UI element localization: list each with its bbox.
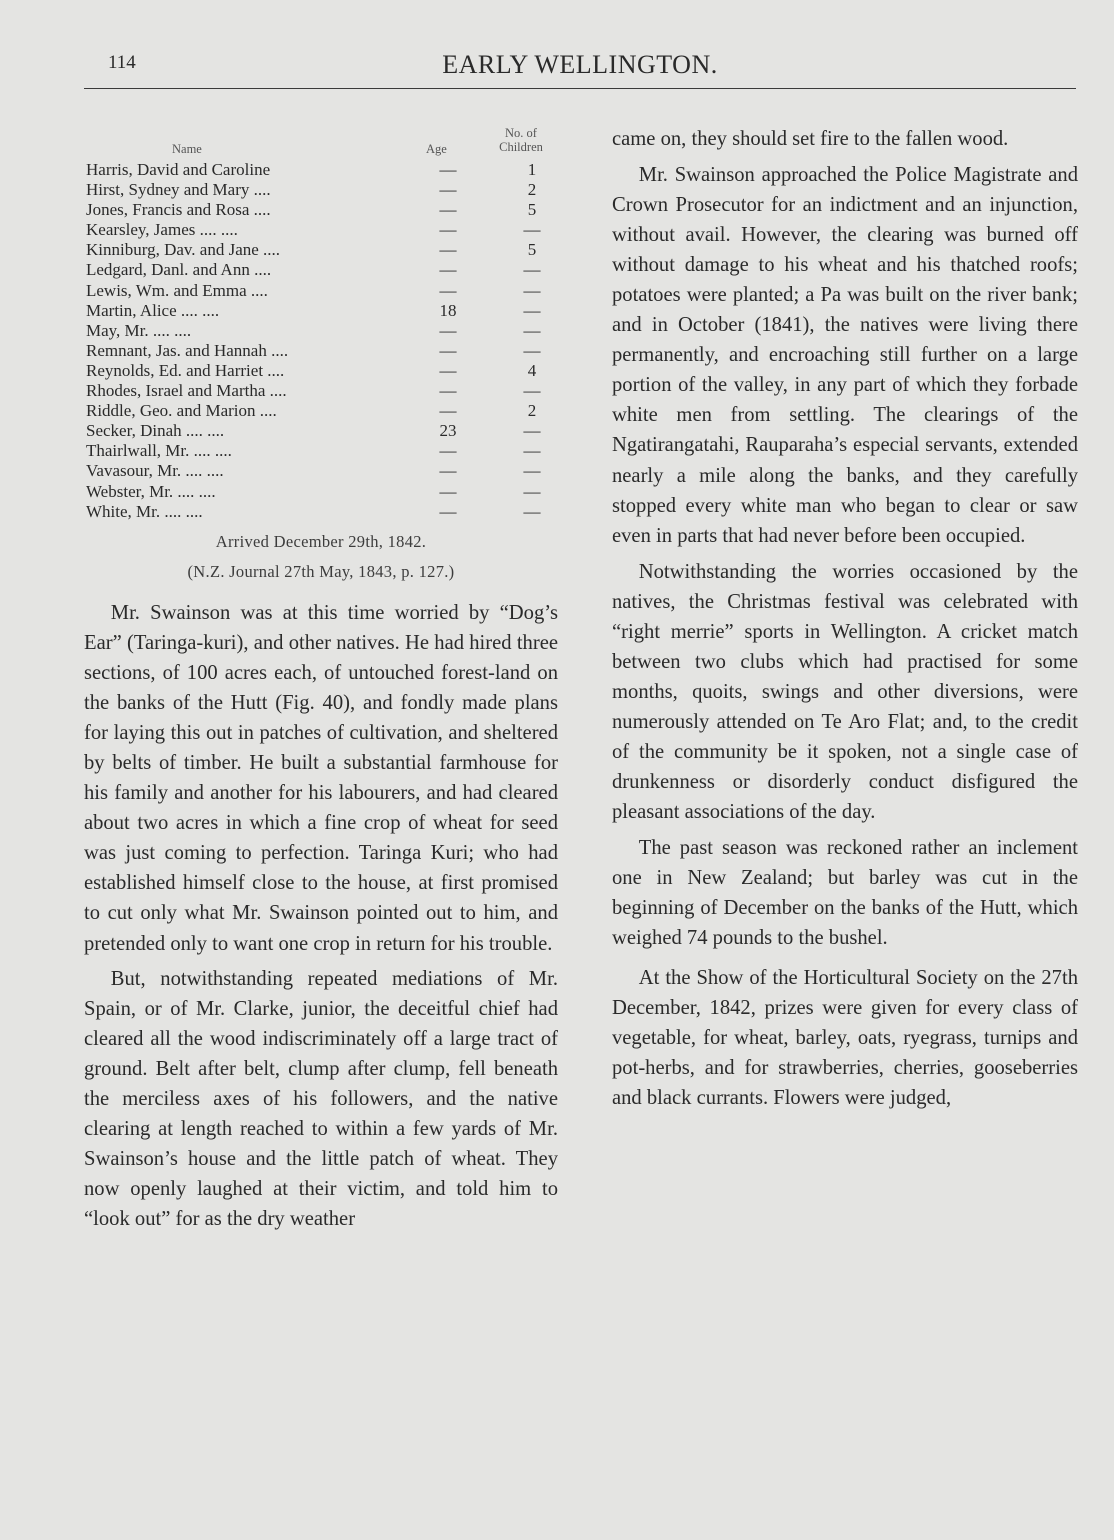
passenger-children: —	[523, 280, 541, 300]
passenger-name: Jones, Francis and Rosa ....	[86, 200, 271, 220]
arrival-caption: Arrived December 29th, 1842.	[215, 532, 427, 551]
table-row	[84, 461, 558, 481]
table-row	[84, 281, 558, 301]
right-column	[612, 124, 1078, 1114]
passenger-age: —	[439, 381, 457, 401]
passenger-children: 4	[527, 360, 537, 380]
table-row	[84, 220, 558, 240]
running-title: EARLY WELLINGTON.	[442, 50, 718, 79]
page-header	[84, 48, 1076, 89]
passenger-name: Martin, Alice .... ....	[86, 300, 220, 320]
passenger-name: Hirst, Sydney and Mary ....	[86, 180, 271, 200]
passenger-children: —	[523, 501, 541, 521]
table-row	[84, 502, 558, 522]
passenger-list	[84, 120, 558, 522]
left-column	[84, 598, 558, 1234]
passenger-name: May, Mr. .... ....	[86, 320, 192, 340]
passenger-name: Webster, Mr. .... ....	[86, 481, 216, 501]
passenger-name: Kinniburg, Dav. and Jane ....	[86, 240, 281, 260]
passenger-children: 5	[527, 200, 537, 220]
passenger-name: Kearsley, James .... ....	[86, 220, 238, 240]
passenger-children: —	[523, 381, 541, 401]
passenger-age: —	[439, 501, 457, 521]
passenger-age: —	[439, 320, 457, 340]
header-age: Age	[426, 142, 447, 156]
paragraph: Mr. Swainson was at this time worried by “Dog’s Ear” (Taringa-kuri), and other natives. He had hired three sections, of 100 acres each, of untouched forest-land on the banks of the Hutt (Fig. 40), and fondly made plans for laying this out in patches of cultivation, and sheltered by belts of timber. He built a substantial farmhouse for his family and another for his labourers, and had cleared about two acres in which a fine crop of wheat for seed was just coming to perfection. Taringa Kuri; who had established himself close to the house, at first promised to cut only what Mr. Swainson pointed out to him, and pretended only to want one crop in return for his trouble.	[84, 602, 558, 955]
passenger-children: —	[523, 220, 541, 240]
passenger-name: Ledgard, Danl. and Ann ....	[86, 260, 272, 280]
passenger-name: Remnant, Jas. and Hannah ....	[86, 340, 289, 360]
passenger-children: —	[523, 461, 541, 481]
passenger-age: —	[439, 220, 457, 240]
passenger-children: 5	[527, 240, 537, 260]
passenger-age: —	[439, 160, 457, 179]
table-row	[84, 321, 558, 341]
table-row	[84, 421, 558, 441]
table-row	[84, 180, 558, 200]
table-row	[84, 301, 558, 321]
passenger-children: 1	[527, 160, 537, 179]
passenger-age: —	[439, 240, 457, 260]
passenger-name: Harris, David and Caroline	[86, 160, 271, 179]
passenger-age: —	[439, 401, 457, 421]
passenger-children: —	[523, 260, 541, 280]
header-name: Name	[172, 142, 202, 156]
table-row	[84, 200, 558, 220]
page-number: 114	[108, 52, 136, 73]
table-row	[84, 482, 558, 502]
passenger-children: —	[523, 340, 541, 360]
paragraph: came on, they should set fire to the fallen wood.	[612, 128, 1009, 150]
passenger-name: Lewis, Wm. and Emma ....	[86, 280, 268, 300]
table-row	[84, 240, 558, 260]
passenger-name: White, Mr. .... ....	[86, 501, 203, 521]
passenger-age: —	[439, 280, 457, 300]
passenger-children: 2	[527, 180, 537, 200]
paragraph: Notwithstanding the worries occasioned by the natives, the Christmas festival was celebrated with “right merrie” sports in Wellington. A cricket match between two clubs which had practised for some months, quoits, swings and other diversions, were numerously attended on Te Aro Flat; and, to the credit of the community be it spoken, not a single case of drunkenness or disorderly conduct disfigured the pleasant associations of the day.	[612, 560, 1078, 824]
paragraph: At the Show of the Horticultural Society on the 27th December, 1842, prizes were given for every class of vegetable, for wheat, barley, oats, ryegrass, turnips and pot-herbs, and for strawberries, cherries, gooseberries and black currants. Flowers were judged,	[612, 967, 1078, 1110]
table-row	[84, 401, 558, 421]
passenger-age: 18	[439, 300, 457, 320]
passenger-name: Vavasour, Mr. .... ....	[86, 461, 224, 481]
paragraph: Mr. Swainson approached the Police Magistrate and Crown Prosecutor for an indictment and an injunction, without avail. However, the clearing was burned off without damage to his wheat and his thatched roofs; potatoes were planted; a Pa was built on the river bank; and in October (1841), the natives were living there permanently, and encroaching still further on a large portion of the valley, in any part of which they forbade white men from settling. The clearings of the Ngatirangatahi, Rauparaha’s especial servants, extended nearly a mile along the banks, and they carefully stopped every white man who began to clear or saw even in parts that had never before been occupied.	[612, 164, 1078, 547]
passenger-age: —	[439, 360, 457, 380]
table-row	[84, 441, 558, 461]
table-row	[84, 160, 558, 180]
passenger-children: —	[523, 320, 541, 340]
passenger-children: —	[523, 300, 541, 320]
passenger-age: —	[439, 340, 457, 360]
table-row	[84, 341, 558, 361]
table-row	[84, 361, 558, 381]
passenger-children: —	[523, 421, 541, 441]
passenger-age: —	[439, 481, 457, 501]
passenger-name: Secker, Dinah .... ....	[86, 421, 225, 441]
table-row	[84, 260, 558, 280]
passenger-age: —	[439, 200, 457, 220]
passenger-name: Riddle, Geo. and Marion ....	[86, 401, 277, 421]
passenger-age: —	[439, 180, 457, 200]
passenger-age: —	[439, 260, 457, 280]
list-rows	[84, 160, 558, 522]
passenger-age: —	[439, 441, 457, 461]
passenger-name: Thairlwall, Mr. .... ....	[86, 441, 232, 461]
table-row	[84, 381, 558, 401]
passenger-children: —	[523, 441, 541, 461]
passenger-name: Reynolds, Ed. and Harriet ....	[86, 360, 285, 380]
passenger-name: Rhodes, Israel and Martha ....	[86, 381, 287, 401]
passenger-children: 2	[527, 401, 537, 421]
passenger-children: —	[523, 481, 541, 501]
source-caption: (N.Z. Journal 27th May, 1843, p. 127.)	[187, 562, 455, 581]
header-children: No. of Children	[499, 126, 543, 154]
paragraph: But, notwithstanding repeated mediations of Mr. Spain, or of Mr. Clarke, junior, the deceitful chief had cleared all the wood indiscriminately off a large tract of ground. Belt after belt, clump after clump, fell beneath the merciless axes of his followers, and the native clearing at length reached to within a few yards of Mr. Swainson’s house and the little patch of wheat. They now openly laughed at their victim, and told him to “look out” for as the dry weather	[84, 967, 558, 1230]
list-header	[84, 120, 558, 160]
passenger-age: —	[439, 461, 457, 481]
paragraph: The past season was reckoned rather an inclement one in New Zealand; but barley was cut in the beginning of December on the banks of the Hutt, which weighed 74 pounds to the bushel.	[612, 837, 1078, 950]
passenger-age: 23	[439, 421, 457, 441]
